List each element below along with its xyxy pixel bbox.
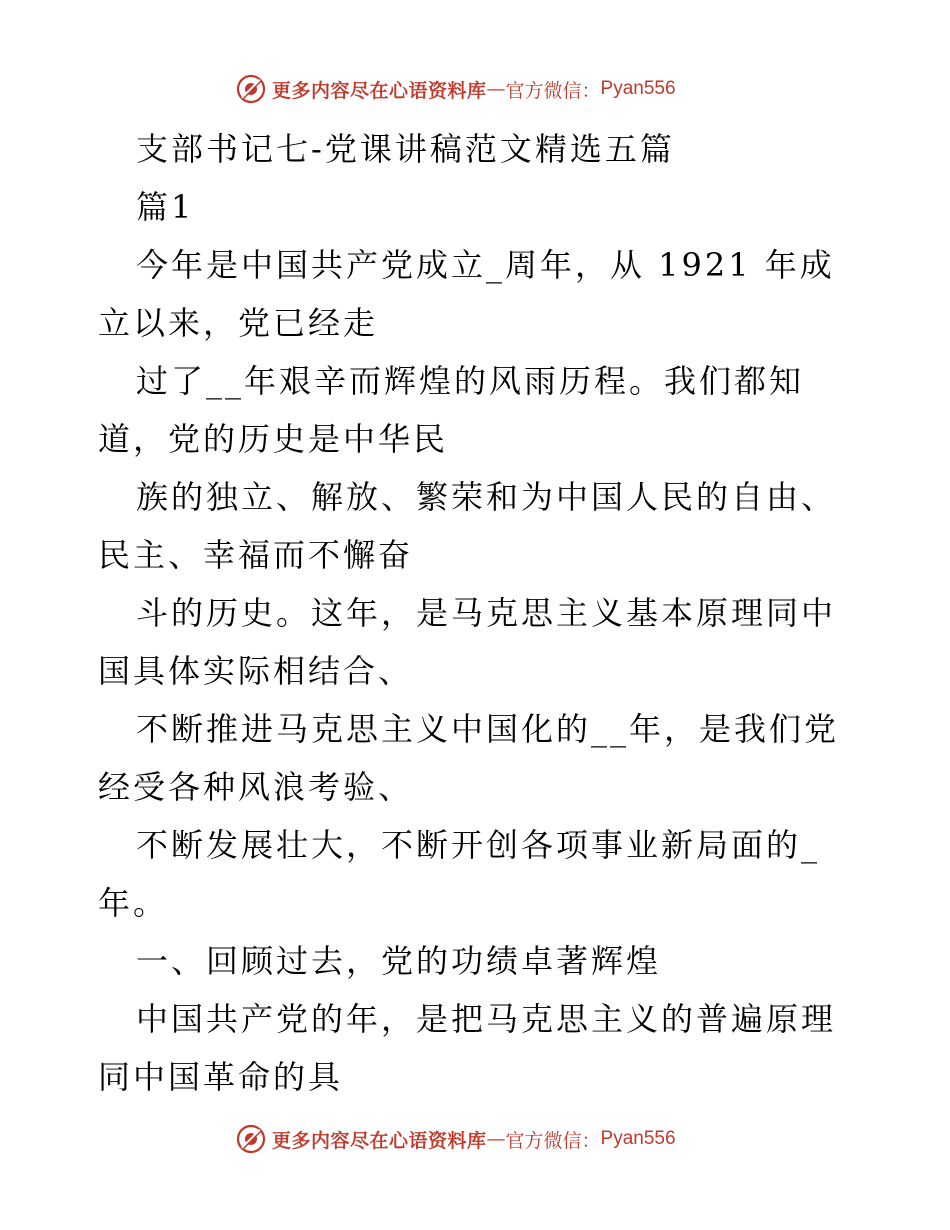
section-heading: 一、回顾过去，党的功绩卓著辉煌 <box>136 942 662 980</box>
paragraph: 今年是中国共产党成立_周年，从 1921 年成立以来，党已经走 <box>98 246 835 342</box>
header-watermark <box>236 72 676 106</box>
paragraph: 中国共产党的年，是把马克思主义的普遍原理同中国革命的具 <box>98 1000 837 1096</box>
footer-watermark <box>236 1122 676 1156</box>
document-body <box>98 120 858 1106</box>
header-wechat-id: Pyan556 <box>600 78 676 99</box>
footer-dash: — <box>486 1128 506 1150</box>
document-title: 支部书记七-党课讲稿范文精选五篇 <box>136 130 675 168</box>
paragraph: 过了__年艰辛而辉煌的风雨历程。我们都知道，党的历史是中华民 <box>98 362 805 458</box>
brand-logo-icon <box>236 74 266 104</box>
footer-wechat-id: Pyan556 <box>600 1128 676 1149</box>
paragraph: 不断发展壮大，不断开创各项事业新局面的_年。 <box>98 826 821 922</box>
footer-promo-text: 更多内容尽在心语资料库 <box>272 1129 487 1152</box>
brand-logo-icon <box>236 1124 266 1154</box>
paragraph: 斗的历史。这年，是马克思主义基本原理同中国具体实际相结合、 <box>98 594 837 690</box>
footer-wechat-label: 官方微信： <box>505 1129 601 1152</box>
header-promo-text: 更多内容尽在心语资料库 <box>272 79 487 102</box>
section-label: 篇1 <box>136 188 195 226</box>
header-wechat-label: 官方微信： <box>505 79 601 102</box>
header-dash: — <box>486 78 506 100</box>
paragraph: 不断推进马克思主义中国化的__年，是我们党经受各种风浪考验、 <box>98 710 840 806</box>
paragraph: 族的独立、解放、繁荣和为中国人民的自由、民主、幸福而不懈奋 <box>98 478 837 574</box>
